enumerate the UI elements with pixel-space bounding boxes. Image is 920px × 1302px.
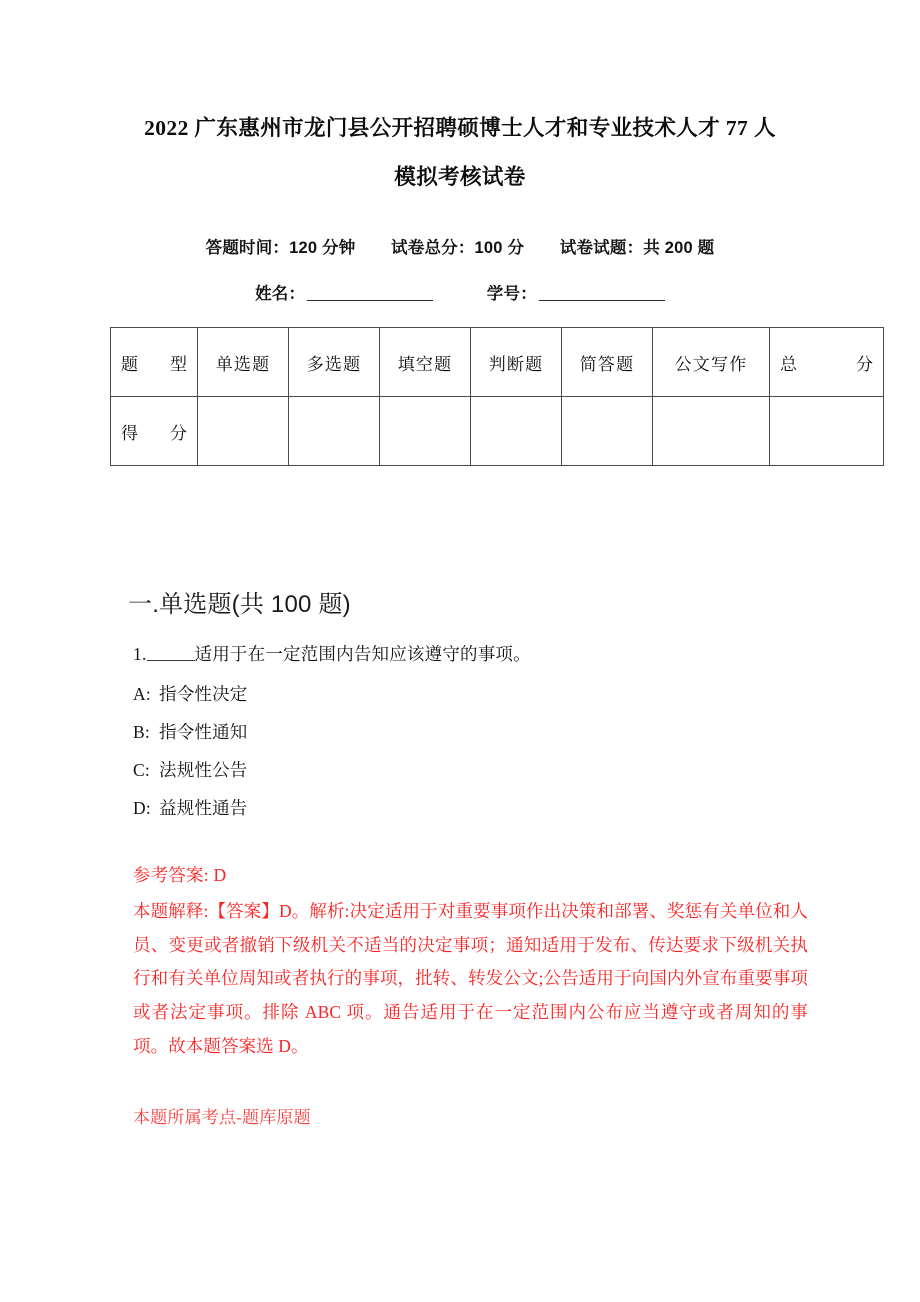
title-block	[0, 0, 920, 202]
cell-score-short-answer[interactable]	[562, 397, 653, 466]
header-total: 总分	[780, 354, 873, 374]
question-stem	[133, 641, 810, 668]
section-heading-single-choice: 一.单选题(共 100 题)	[128, 591, 351, 618]
reference-answer-value: D	[213, 865, 227, 886]
name-input-blank[interactable]	[307, 285, 433, 301]
label-score: 得分	[121, 423, 187, 443]
page-title-line-2: 模拟考核试卷	[394, 165, 526, 189]
option-d-key: D:	[133, 798, 151, 819]
name-label: 姓名：	[255, 285, 306, 303]
reference-answer-label: 参考答案:	[133, 865, 209, 886]
option-d[interactable]	[133, 795, 810, 820]
cell-header-total	[770, 328, 884, 397]
student-id-label: 学号：	[486, 285, 537, 303]
identity-row	[0, 280, 920, 304]
option-c-key: C:	[133, 760, 150, 781]
question-fill-blank[interactable]	[147, 646, 195, 661]
cell-row-label-type	[111, 328, 198, 397]
table-row-scores	[111, 397, 884, 466]
cell-score-single-choice[interactable]	[198, 397, 289, 466]
label-question-type: 题型	[121, 354, 187, 374]
option-a-text: 指令性决定	[159, 684, 248, 705]
cell-score-true-false[interactable]	[471, 397, 562, 466]
score-table-wrapper	[0, 327, 920, 466]
header-short-answer: 简答题	[579, 354, 635, 374]
exam-duration: 答题时间：120 分钟	[205, 239, 356, 257]
header-single-choice: 单选题	[215, 354, 271, 374]
cell-header-official-writing	[653, 328, 770, 397]
table-row-question-types	[111, 328, 884, 397]
option-a[interactable]	[133, 681, 810, 706]
option-c[interactable]	[133, 757, 810, 782]
cell-header-fill-blank	[380, 328, 471, 397]
reference-answer-line	[133, 862, 808, 887]
question-block-1	[0, 641, 920, 820]
student-id-input-blank[interactable]	[539, 285, 665, 301]
option-a-key: A:	[133, 684, 151, 705]
header-fill-blank: 填空题	[397, 354, 453, 374]
option-c-text: 法规性公告	[159, 760, 248, 781]
question-stem-text: 适用于在一定范围内告知应该遵守的事项。	[194, 644, 531, 664]
cell-header-multi-choice	[289, 328, 380, 397]
cell-score-fill-blank[interactable]	[380, 397, 471, 466]
cell-header-true-false	[471, 328, 562, 397]
cell-score-multi-choice[interactable]	[289, 397, 380, 466]
exam-total-score: 试卷总分：100 分	[391, 239, 525, 257]
cell-header-single-choice	[198, 328, 289, 397]
score-table	[110, 327, 884, 466]
exam-question-count: 试卷试题：共 200 题	[559, 239, 715, 257]
cell-header-short-answer	[562, 328, 653, 397]
answer-explanation: 本题解释:【答案】D。解析:决定适用于对重要事项作出决策和部署、奖惩有关单位和人员、变更或者撤销下级机关不适当的决定事项；通知适用于发布、传达要求下级机关执行和有关单位周知或者执行的事项，批转、转发公文;公告适用于向国内外宣布重要事项或者法定事项。排除 ABC 项。通告适用于在一定范围内公布应当遵守或者周知的事项。故本题答案选 D。	[133, 901, 808, 1056]
option-b[interactable]	[133, 719, 810, 744]
page-title	[0, 104, 920, 202]
page-title-line-1: 2022 广东惠州市龙门县公开招聘硕博士人才和专业技术人才 77 人	[144, 116, 776, 140]
cell-score-official-writing[interactable]	[653, 397, 770, 466]
header-true-false: 判断题	[488, 354, 544, 374]
option-b-key: B:	[133, 722, 150, 743]
header-multi-choice: 多选题	[306, 354, 362, 374]
answer-area	[0, 862, 920, 1128]
cell-row-label-score	[111, 397, 198, 466]
question-number: 1.	[133, 644, 147, 664]
cell-score-total[interactable]	[770, 397, 884, 466]
option-b-text: 指令性通知	[159, 722, 248, 743]
exam-meta-row	[0, 234, 920, 258]
knowledge-point-line: 本题所属考点-题库原题	[133, 1108, 311, 1128]
header-official-writing: 公文写作	[674, 354, 748, 374]
option-d-text: 益规性通告	[159, 798, 248, 819]
